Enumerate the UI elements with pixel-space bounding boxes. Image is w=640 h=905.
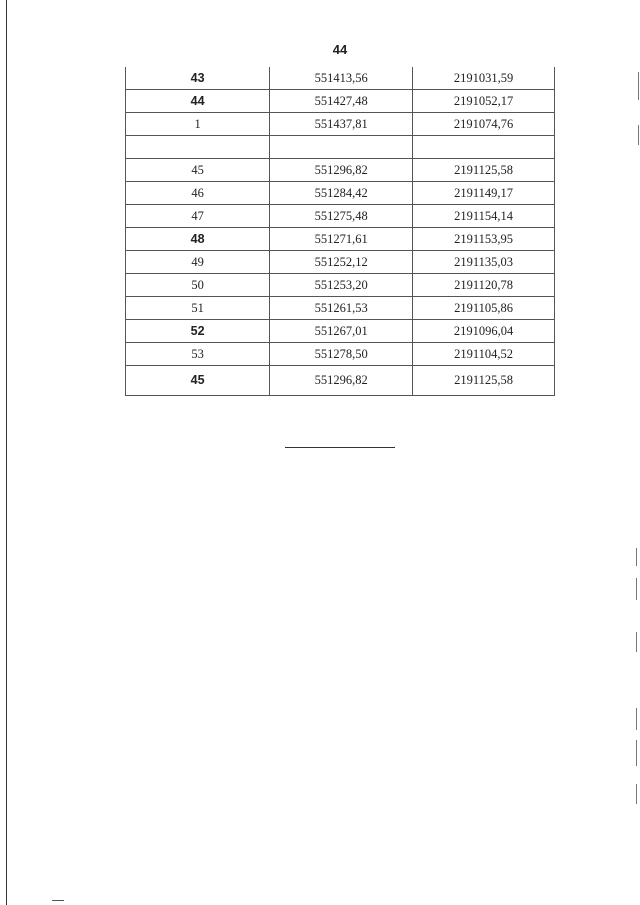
- point-number-cell: 48: [126, 228, 270, 251]
- x-coordinate-cell: 551271,61: [270, 228, 413, 251]
- scan-edge-mark: [638, 125, 639, 145]
- scan-edge-mark: [636, 708, 637, 730]
- coordinates-table: [125, 67, 555, 396]
- y-coordinate-cell: 2191031,59: [413, 67, 555, 90]
- point-number-cell: 53: [126, 343, 270, 366]
- y-coordinate-cell: 2191154,14: [413, 205, 555, 228]
- table-row: [126, 90, 555, 113]
- end-rule: [285, 447, 395, 448]
- x-coordinate-cell: 551267,01: [270, 320, 413, 343]
- point-number-cell: 46: [126, 182, 270, 205]
- table-row: [126, 297, 555, 320]
- y-coordinate-cell: 2191074,76: [413, 113, 555, 136]
- page-left-border: [6, 0, 7, 905]
- table-row: [126, 67, 555, 90]
- y-coordinate-cell: 2191149,17: [413, 182, 555, 205]
- table-row: [126, 205, 555, 228]
- point-number-cell: 1: [126, 113, 270, 136]
- table-row: [126, 182, 555, 205]
- y-coordinate-cell: 2191125,58: [413, 159, 555, 182]
- point-number-cell: 50: [126, 274, 270, 297]
- point-number-cell: 44: [126, 90, 270, 113]
- page-number: 44: [332, 42, 348, 57]
- table-row: [126, 343, 555, 366]
- scan-mark: [52, 900, 64, 901]
- y-coordinate-cell: 2191052,17: [413, 90, 555, 113]
- table-row: [126, 320, 555, 343]
- x-coordinate-cell: 551296,82: [270, 159, 413, 182]
- table-row: [126, 136, 555, 159]
- point-number-cell: 47: [126, 205, 270, 228]
- scan-edge-mark: [636, 784, 637, 804]
- y-coordinate-cell: 2191096,04: [413, 320, 555, 343]
- coordinates-table-body: [126, 67, 555, 396]
- y-coordinate-cell: 2191135,03: [413, 251, 555, 274]
- point-number-cell: 51: [126, 297, 270, 320]
- point-number-cell: 45: [126, 366, 270, 396]
- x-coordinate-cell: 551275,48: [270, 205, 413, 228]
- x-coordinate-cell: 551413,56: [270, 67, 413, 90]
- scan-edge-mark: [636, 632, 637, 652]
- table-row: [126, 159, 555, 182]
- x-coordinate-cell: 551296,82: [270, 366, 413, 396]
- y-coordinate-cell: 2191105,86: [413, 297, 555, 320]
- point-number-cell: 52: [126, 320, 270, 343]
- table-row: [126, 228, 555, 251]
- x-coordinate-cell: 551427,48: [270, 90, 413, 113]
- x-coordinate-cell: 551437,81: [270, 113, 413, 136]
- y-coordinate-cell: 2191125,58: [413, 366, 555, 396]
- x-coordinate-cell: [270, 136, 413, 159]
- table-row: [126, 251, 555, 274]
- x-coordinate-cell: 551253,20: [270, 274, 413, 297]
- table-row: [126, 113, 555, 136]
- point-number-cell: 45: [126, 159, 270, 182]
- scan-edge-mark: [636, 548, 637, 566]
- y-coordinate-cell: 2191104,52: [413, 343, 555, 366]
- scan-edge-mark: [636, 578, 637, 600]
- point-number-cell: 43: [126, 67, 270, 90]
- x-coordinate-cell: 551261,53: [270, 297, 413, 320]
- y-coordinate-cell: 2191153,95: [413, 228, 555, 251]
- x-coordinate-cell: 551284,42: [270, 182, 413, 205]
- y-coordinate-cell: [413, 136, 555, 159]
- x-coordinate-cell: 551278,50: [270, 343, 413, 366]
- table-row: [126, 366, 555, 396]
- x-coordinate-cell: 551252,12: [270, 251, 413, 274]
- point-number-cell: [126, 136, 270, 159]
- scan-edge-mark: [638, 72, 639, 100]
- table-row: [126, 274, 555, 297]
- point-number-cell: 49: [126, 251, 270, 274]
- scan-edge-mark: [636, 740, 637, 766]
- y-coordinate-cell: 2191120,78: [413, 274, 555, 297]
